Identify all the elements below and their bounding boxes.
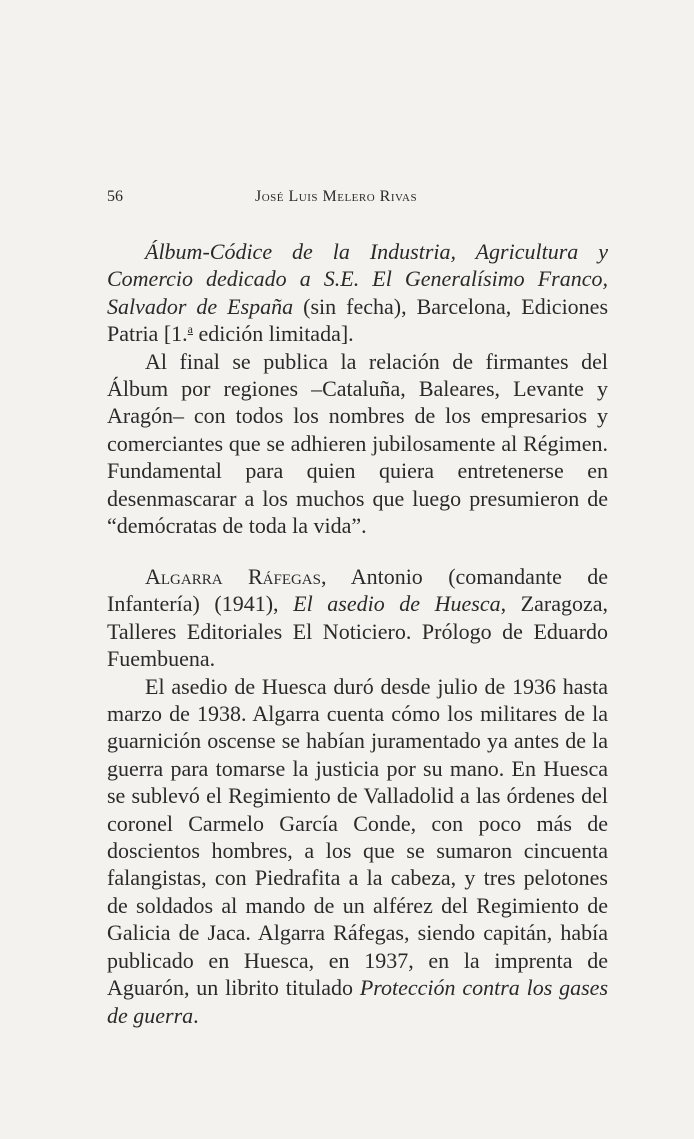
edition-superscript: a [187, 322, 193, 337]
entry-2-booklet-title: Protección contra los gases de guerra [107, 975, 609, 1028]
running-head [107, 186, 607, 208]
entry-1-commentary: Al final se publica la relación de firmantes del Álbum por regiones –Cataluña, Baleares, Levante y Aragón– con todos los nombres de los empresarios y comerciantes que se adhieren jubilosamente al Régimen. Fundamental para quien quiera entretenerse en desenmascarar a los muchos que luego presumieron de “demócratas de toda la vida”. [107, 348, 608, 539]
entry-1-citation-rest: (sin fecha), Barcelona, Ediciones Patria [1. [107, 293, 609, 347]
bibliography-entry-1 [107, 238, 608, 539]
entry-2-citation-part-1: , Antonio (comandante de Infantería) (1941), [107, 564, 609, 617]
entry-1-citation [107, 238, 608, 348]
page-number: 56 [107, 188, 123, 205]
entry-2-citation-part-2: , Zaragoza, Talleres Editoriales El Noticiero. Prólogo de Eduardo Fuembuena. [107, 591, 609, 672]
entry-2-title: El asedio de Huesca [293, 591, 501, 617]
running-head-author: José Luis Melero Rivas [255, 188, 418, 205]
entry-1-citation-end: edición limitada]. [192, 321, 354, 347]
entry-2-commentary-end: . [193, 1002, 199, 1028]
entry-2-commentary-text: El asedio de Huesca duró desde julio de 1936 hasta marzo de 1938. Algarra cuenta cómo los militares de la guarnición oscense se habían juramentado ya antes de la guerra para tomarse la justicia por su mano. En Huesca se sublevó el Regimiento de Valladolid a las órdenes del coronel Carmelo García Conde, con poco más de doscientos hombres, a los que se sumaron cincuenta falangistas, con Piedrafita a la cabeza, y tres pelotones de soldados al mando de un alférez del Regimiento de Galicia de Jaca. Algarra Ráfegas, siendo capitán, había publicado en Huesca, en 1937, en la imprenta de Aguarón, un librito titulado [107, 673, 608, 1001]
entry-2-author: Algarra Ráfegas [145, 564, 321, 589]
bibliography-entry-2 [107, 563, 608, 1029]
entry-2-citation [107, 563, 608, 673]
entry-2-commentary [107, 673, 608, 1029]
entry-1-title: Álbum-Códice de la Industria, Agricultura y Comercio dedicado a S.E. El Generalísimo Franco, Salvador de España [107, 239, 608, 319]
